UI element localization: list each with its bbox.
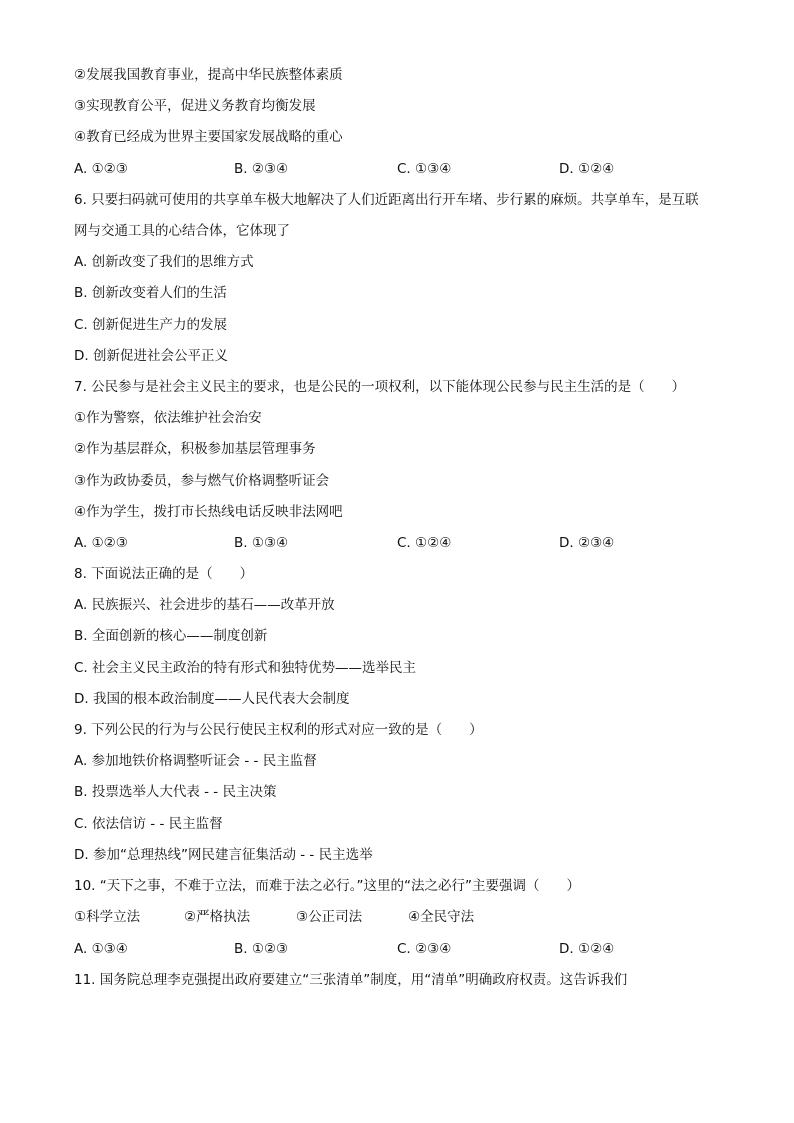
q6-option-c: C. 创新促进生产力的发展	[74, 317, 228, 333]
q10-item-1: ①科学立法	[74, 909, 141, 925]
q10-option-b: B. ①②③	[234, 941, 289, 957]
q6-option-d: D. 创新促进社会公平正义	[74, 348, 228, 364]
q9-option-b: B. 投票选举人大代表 - - 民主决策	[74, 784, 277, 800]
q5-option-d: D. ①②④	[559, 161, 615, 177]
q5-option-b: B. ②③④	[234, 161, 289, 177]
q7-options	[74, 534, 734, 552]
q7-stem: 7. 公民参与是社会主义民主的要求，也是公民的一项权利，以下能体现公民参与民主生活的是（ ）	[74, 379, 686, 395]
q7-option-c: C. ①②④	[397, 535, 452, 551]
q7-item-3: ③作为政协委员，参与燃气价格调整听证会	[74, 473, 330, 489]
q10-option-c: C. ②③④	[397, 941, 452, 957]
q8-option-b: B. 全面创新的核心——制度创新	[74, 628, 268, 644]
q7-option-a: A. ①②③	[74, 535, 128, 551]
q5-item-3: ③实现教育公平，促进义务教育均衡发展	[74, 98, 316, 114]
q11-stem: 11. 国务院总理李克强提出政府要建立“三张清单”制度，用“清单”明确政府权责。这告诉我们	[74, 972, 628, 988]
q7-item-2: ②作为基层群众，积极参加基层管理事务	[74, 441, 316, 457]
q7-item-4: ④作为学生，拨打市长热线电话反映非法网吧	[74, 504, 343, 520]
q6-option-b: B. 创新改变着人们的生活	[74, 285, 227, 301]
q5-item-4: ④教育已经成为世界主要国家发展战略的重心	[74, 129, 343, 145]
q7-option-d: D. ②③④	[559, 535, 615, 551]
q8-option-a: A. 民族振兴、社会进步的基石——改革开放	[74, 597, 335, 613]
q10-stem: 10. “天下之事，不难于立法，而难于法之必行。”这里的“法之必行”主要强调（ ）	[74, 878, 580, 894]
q5-option-a: A. ①②③	[74, 161, 128, 177]
q5-options	[74, 160, 734, 178]
q10-option-d: D. ①②④	[559, 941, 615, 957]
q8-option-d: D. 我国的根本政治制度——人民代表大会制度	[74, 691, 350, 707]
q5-option-c: C. ①③④	[397, 161, 452, 177]
q9-stem: 9. 下列公民的行为与公民行使民主权利的形式对应一致的是（ ）	[74, 722, 483, 738]
q9-option-d: D. 参加“总理热线”网民建言征集活动 - - 民主选举	[74, 847, 373, 863]
q10-item-2: ②严格执法	[184, 909, 251, 925]
q8-option-c: C. 社会主义民主政治的特有形式和独特优势——选举民主	[74, 660, 417, 676]
q6-stem-line2: 网与交通工具的心结合体，它体现了	[74, 223, 290, 239]
q10-option-a: A. ①③④	[74, 941, 128, 957]
q10-options	[74, 940, 734, 958]
q9-option-c: C. 依法信访 - - 民主监督	[74, 816, 223, 832]
q10-item-3: ③公正司法	[296, 909, 363, 925]
q9-option-a: A. 参加地铁价格调整听证会 - - 民主监督	[74, 753, 317, 769]
q7-item-1: ①作为警察，依法维护社会治安	[74, 410, 262, 426]
q8-stem: 8. 下面说法正确的是（ ）	[74, 566, 254, 582]
q5-item-2: ②发展我国教育事业，提高中华民族整体素质	[74, 67, 343, 83]
q10-item-4: ④全民守法	[408, 909, 475, 925]
q6-stem-line1: 6. 只要扫码就可使用的共享单车极大地解决了人们近距离出行开车堵、步行累的麻烦。共享单车，是互联	[74, 192, 699, 208]
q6-option-a: A. 创新改变了我们的思维方式	[74, 254, 254, 270]
q7-option-b: B. ①③④	[234, 535, 289, 551]
q10-items	[74, 908, 734, 926]
